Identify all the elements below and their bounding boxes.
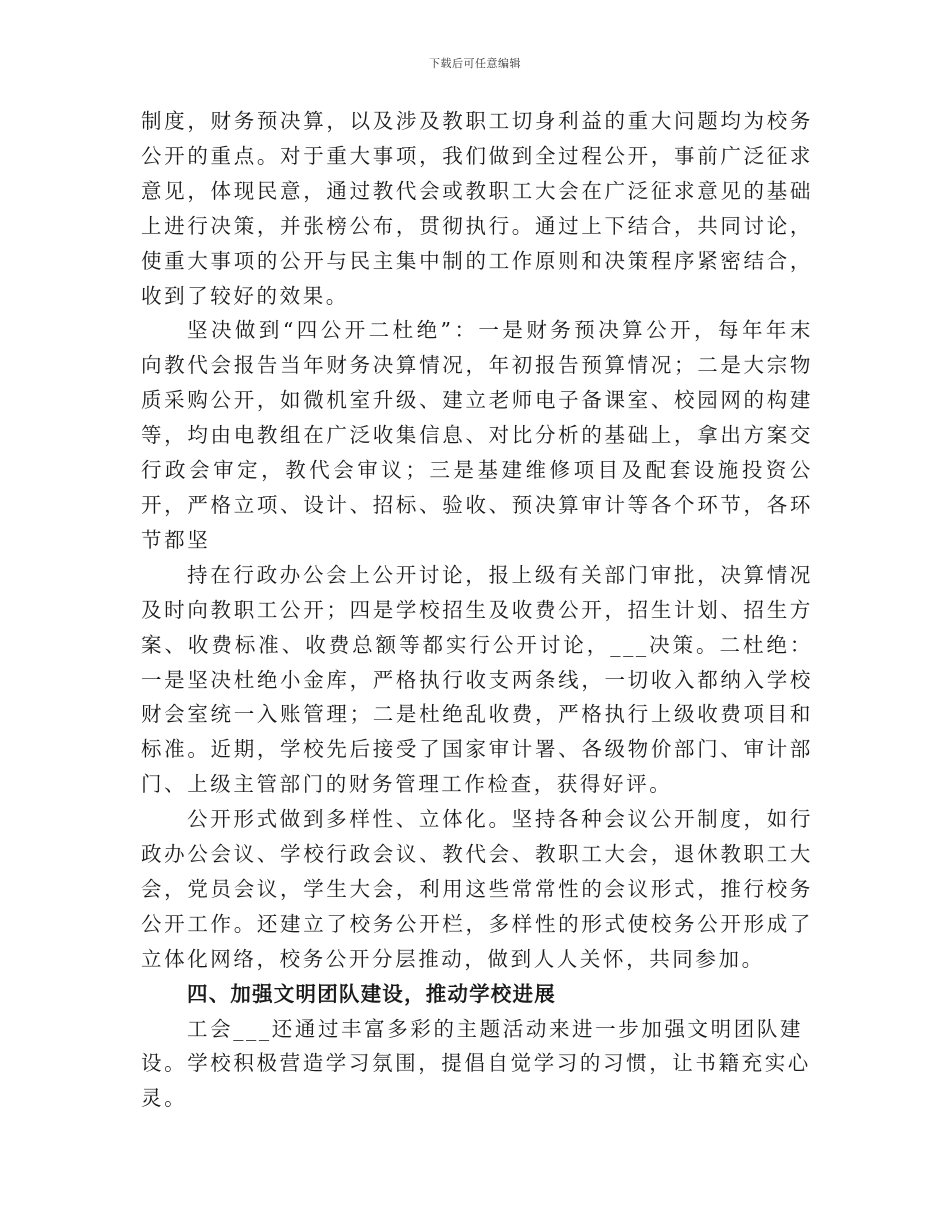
paragraph-disclosure-forms: 公开形式做到多样性、立体化。坚持各种会议公开制度，如行政办公会议、学校行政会议、教代会、教职工大会，退休教职工大会，党员会议，学生大会，利用这些常常性的会议形式，推行校务公开工作。还建立了校务公开栏，多样性的形式使校务公开形成了立体化网络，校务公开分层推动，做到人人关怀，共同参加。	[141, 807, 813, 971]
document-body	[141, 104, 813, 1116]
paragraph-disclosure-priorities: 制度，财务预决算，以及涉及教职工切身利益的重大问题均为校务公开的重点。对于重大事项，我们做到全过程公开，事前广泛征求意见，体现民意，通过教代会或教职工大会在广泛征求意见的基础上进行决策，并张榜公布，贯彻执行。通过上下结合，共同讨论，使重大事项的公开与民主集中制的工作原则和决策程序紧密结合，收到了较好的效果。	[141, 109, 813, 308]
page-header-note: 下载后可任意编辑	[429, 57, 521, 70]
paragraph-two-prohibitions: 持在行政办公会上公开讨论，报上级有关部门审批，决算情况及时向教职工公开；四是学校招生及收费公开，招生计划、招生方案、收费标准、收费总额等都实行公开讨论，___决策。二杜绝：一是坚决杜绝小金库，严格执行收支两条线，一切收入都纳入学校财会室统一入账管理；二是杜绝乱收费，严格执行上级收费项目和标准。近期，学校先后接受了国家审计署、各级物价部门、审计部门、上级主管部门的财务管理工作检查，获得好评。	[141, 562, 813, 797]
paragraph-team-building: 工会___还通过丰富多彩的主题活动来进一步加强文明团队建设。学校积极营造学习氛围，提倡自觉学习的习惯，让书籍充实心灵。	[141, 1016, 811, 1111]
paragraph-four-disclosures: 坚决做到“四公开二杜绝”：一是财务预决算公开，每年年末向教代会报告当年财务决算情况，年初报告预算情况；二是大宗物质采购公开，如微机室升级、建立老师电子备课室、校园网的构建等，均由电教组在广泛收集信息、对比分析的基础上，拿出方案交行政会审定，教代会审议；三是基建维修项目及配套设施投资公开，严格立项、设计、招标、验收、预决算审计等各个环节，各环节都坚	[141, 318, 813, 552]
section-heading: 四、加强文明团队建设，推动学校进展	[187, 981, 556, 1006]
